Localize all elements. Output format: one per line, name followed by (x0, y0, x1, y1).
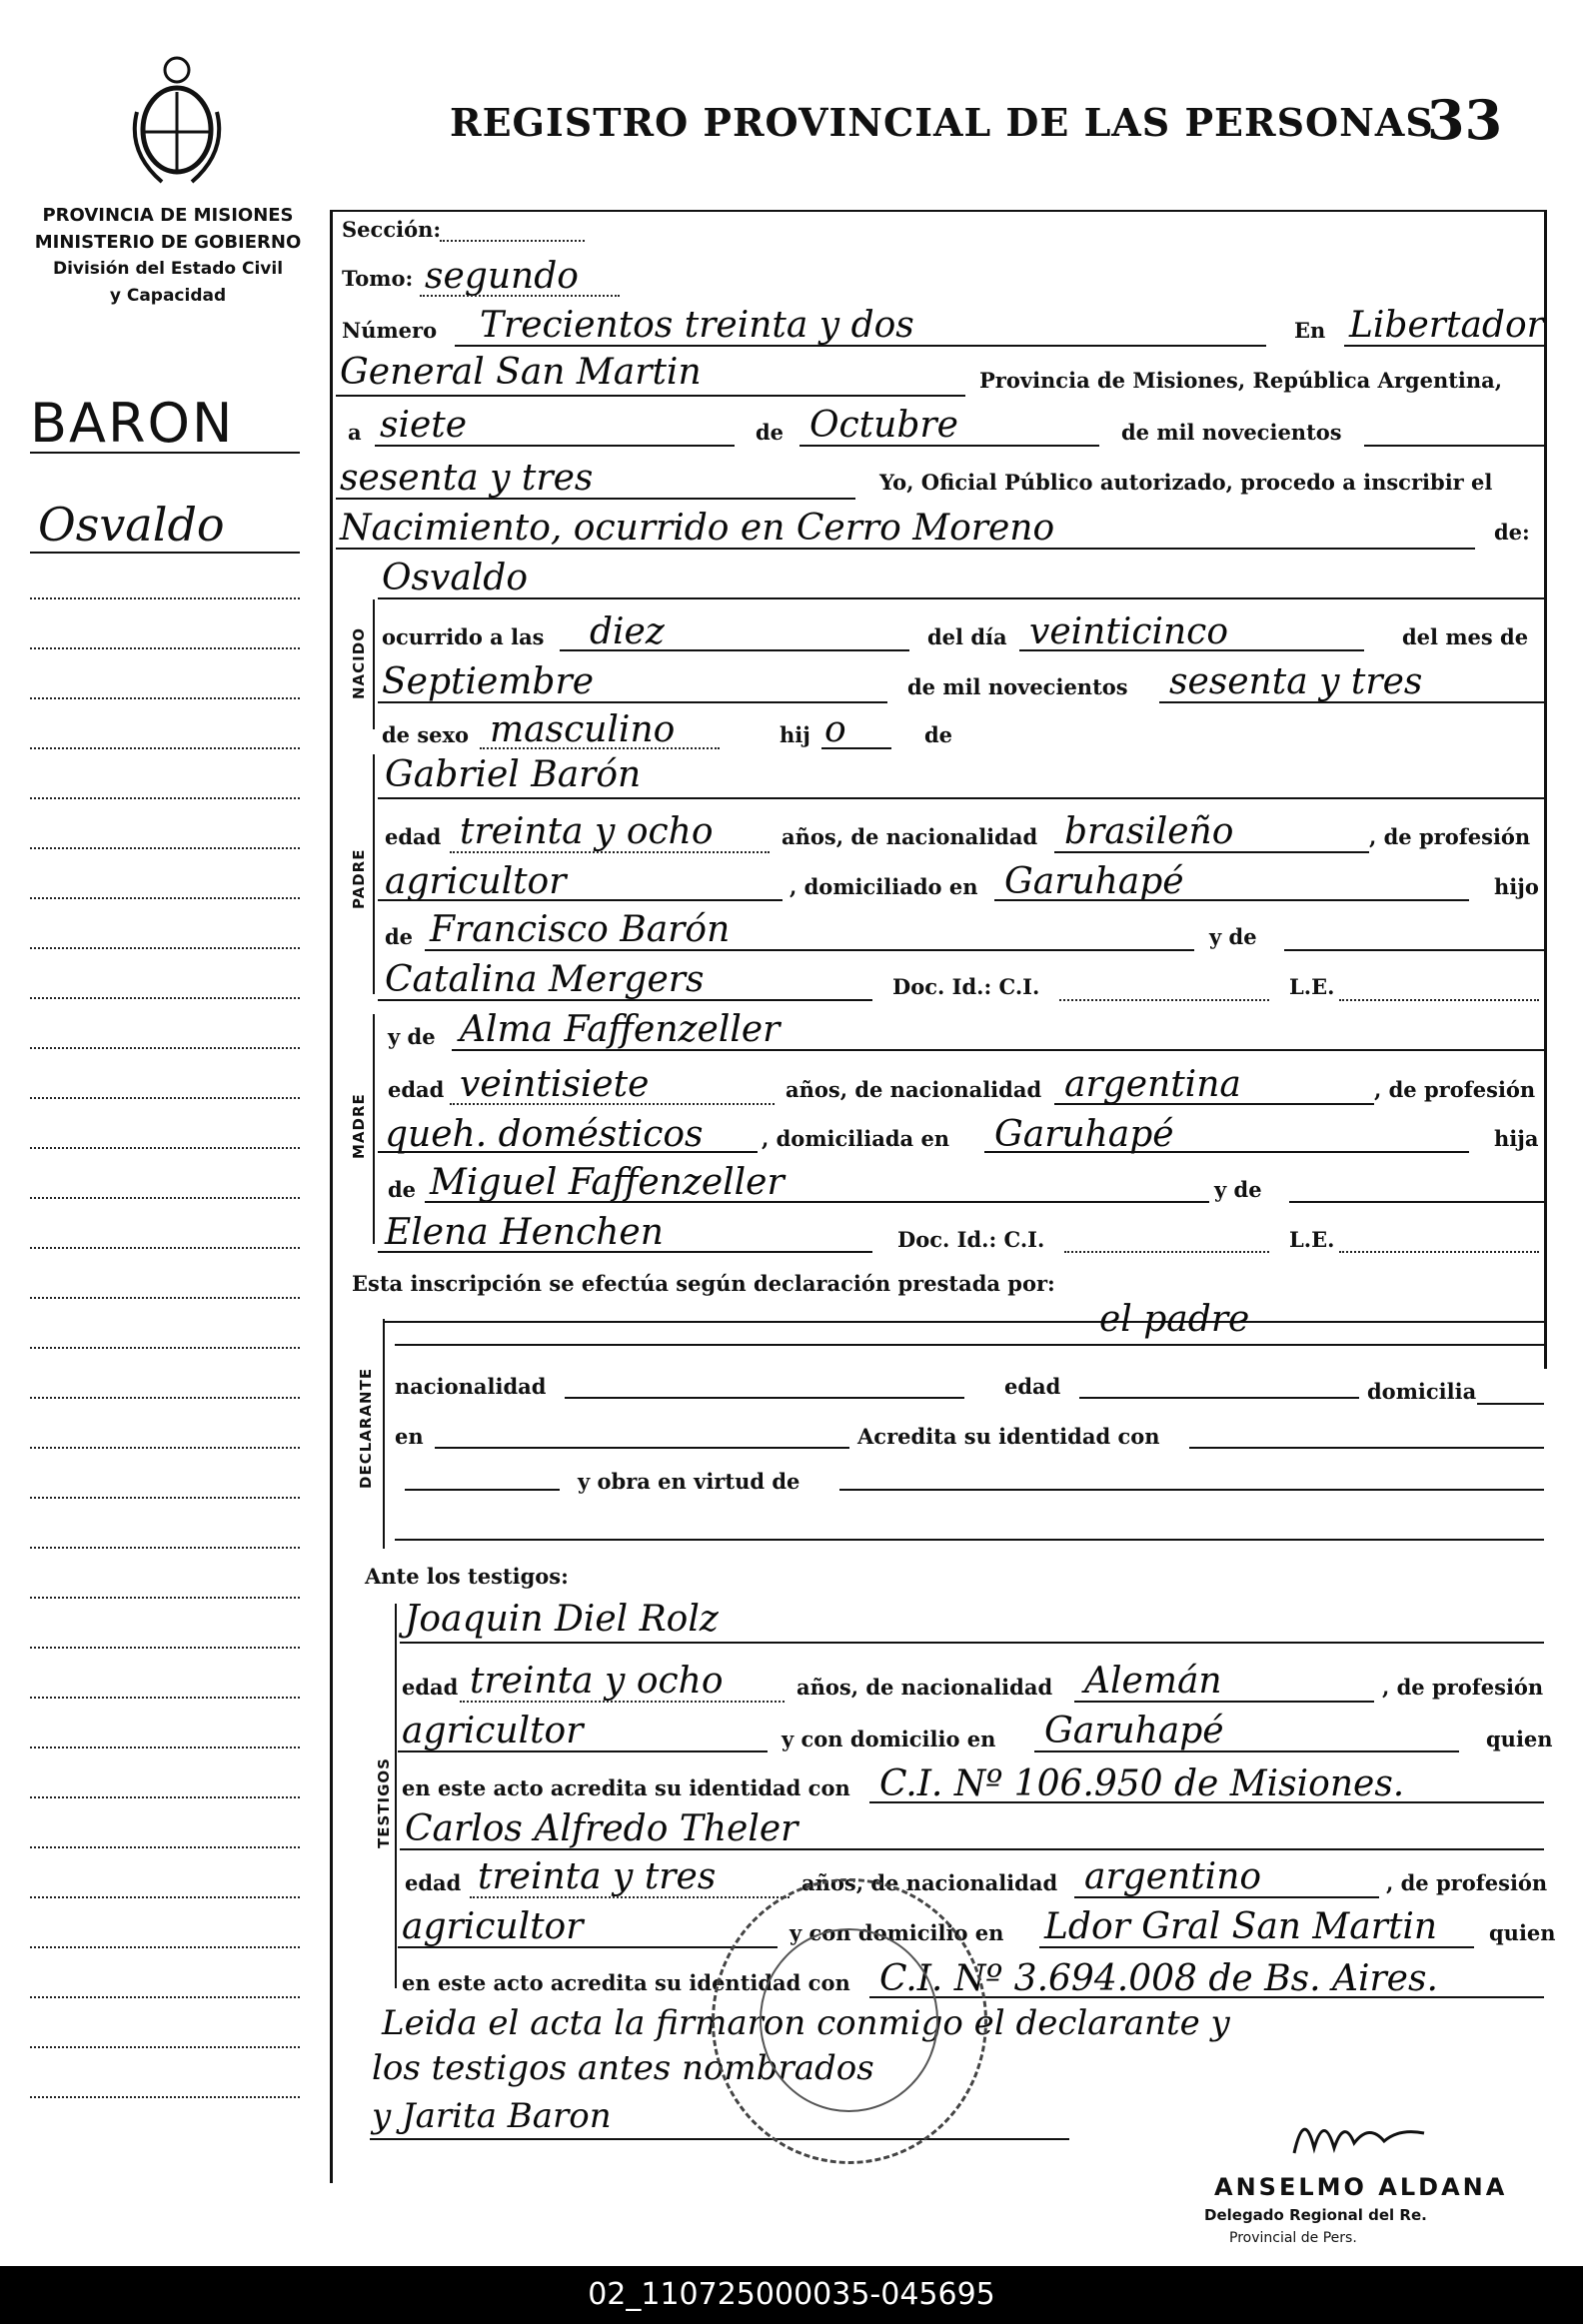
y-de-madre-label: y de (388, 1024, 436, 1049)
registry-title: REGISTRO PROVINCIAL DE LAS PERSONAS (450, 100, 1434, 145)
del-dia-label: del día (927, 624, 1007, 649)
localidad-value: Libertador (1349, 305, 1544, 346)
de-mil2-label: de mil novecientos (907, 674, 1128, 699)
document-code: 02_110725000035-045695 (588, 2277, 995, 2312)
margin-rule-line (30, 1996, 300, 1998)
en-label: En (1294, 318, 1326, 343)
margin-rule-line (30, 1047, 300, 1049)
hija-label: hija (1494, 1126, 1539, 1151)
page-number: 33 (1427, 88, 1503, 152)
office-line4: y Capacidad (109, 286, 227, 306)
margin-rule-line (30, 1497, 300, 1499)
margin-rule-line (30, 2096, 300, 2098)
tomo-value: segundo (425, 256, 579, 297)
officer-title2: Provincial de Pers. (1229, 2230, 1357, 2246)
madre-dom: Garuhapé (994, 1114, 1174, 1155)
y-de-label: y de (1209, 924, 1257, 949)
t1-dom-label: y con domicilio en (782, 1727, 996, 1751)
abuela-p: Catalina Mergers (385, 959, 705, 1000)
nota-line3: y Jarita Baron (372, 2096, 612, 2136)
padre-prof-label: , de profesión (1369, 824, 1531, 849)
obra-virtud-label: y obra en virtud de (578, 1469, 800, 1494)
yo-oficial-label: Yo, Oficial Público autorizado, procedo a inscribir el (879, 470, 1493, 495)
edad-label: edad (1004, 1374, 1061, 1399)
nombre-value: Osvaldo (382, 558, 529, 598)
t2-nombre: Carlos Alfredo Theler (405, 1808, 798, 1849)
section-label-madre: MADRE (350, 1093, 368, 1159)
de3-label: de (385, 924, 414, 949)
t2-anos-label: años, de nacionalidad (801, 1870, 1058, 1895)
officer-signature-icon (1289, 2103, 1429, 2163)
de-label: de (756, 420, 785, 445)
padre-le-label: L.E. (1289, 974, 1335, 999)
tomo-label: Tomo: (342, 266, 414, 291)
t1-doc: C.I. Nº 106.950 de Misiones. (879, 1763, 1405, 1804)
document-code-bar (0, 2266, 1583, 2324)
section-label-declarante: DECLARANTE (357, 1367, 375, 1489)
margin-rule-line (30, 797, 300, 799)
madre-prof: queh. domésticos (385, 1114, 704, 1155)
localidad2-value: General San Martin (340, 352, 702, 393)
margin-rule-line (30, 947, 300, 949)
anio-value: sesenta y tres (340, 458, 594, 499)
t1-quien-label: quien (1486, 1727, 1553, 1751)
section-label-testigos: TESTIGOS (375, 1757, 393, 1848)
margin-rule-line (30, 1697, 300, 1699)
padre-dom: Garuhapé (1004, 861, 1184, 902)
t2-edad: treinta y tres (478, 1856, 717, 1897)
margin-rule-line (30, 1796, 300, 1798)
madre-edad: veintisiete (460, 1064, 650, 1105)
padre-dom-label: , domiciliado en (790, 874, 978, 899)
madre-edad-label: edad (388, 1077, 445, 1102)
madre-dom-label: , domiciliada en (762, 1126, 950, 1151)
margin-rule-line (30, 1846, 300, 1848)
a-label: a (348, 420, 362, 445)
mes-value: Octubre (809, 405, 958, 446)
t1-prof-label: , de profesión (1382, 1675, 1544, 1700)
margin-rule-line (30, 1896, 300, 1898)
t2-acredita-label: en este acto acredita su identidad con (402, 1970, 850, 1995)
section-label-nacido: NACIDO (350, 627, 368, 699)
t2-doc: C.I. Nº 3.694.008 de Bs. Aires. (879, 1958, 1438, 1999)
coat-of-arms-icon (122, 52, 232, 192)
margin-rule-line (30, 1147, 300, 1149)
margin-rule-line (30, 847, 300, 849)
numero-value: Trecientos treinta y dos (480, 305, 914, 346)
margin-rule-line (30, 897, 300, 899)
officer-name: ANSELMO ALDANA (1214, 2173, 1508, 2201)
seccion-label: Sección: (342, 217, 442, 242)
margin-rule-line (30, 1547, 300, 1549)
margin-rule-line (30, 1946, 300, 1948)
padre-anos-label: años, de nacionalidad (782, 824, 1038, 849)
padre-nac: brasileño (1064, 811, 1234, 852)
domicilia-label: domicilia (1367, 1379, 1477, 1404)
testigos-label: Ante los testigos: (365, 1564, 569, 1589)
padre-nombre: Gabriel Barón (385, 754, 642, 795)
madre-doc-label: Doc. Id.: C.I. (897, 1227, 1045, 1252)
padre-edad: treinta y ocho (460, 811, 714, 852)
acredita-label: Acredita su identidad con (857, 1424, 1160, 1449)
dia-nac-value: veinticinco (1029, 611, 1229, 652)
declarante-value: el padre (1099, 1299, 1250, 1340)
de-mil-label: de mil novecientos (1121, 420, 1342, 445)
t1-dom: Garuhapé (1044, 1711, 1224, 1751)
padre-prof: agricultor (385, 861, 567, 902)
t1-edad: treinta y ocho (470, 1661, 724, 1702)
nota-line1: Leida el acta la firmaron conmigo el declarante y (382, 2003, 1230, 2043)
margin-rule-line (30, 997, 300, 999)
inscripcion-label: Esta inscripción se efectúa según declaración prestada por: (352, 1271, 1055, 1296)
office-line1: PROVINCIA DE MISIONES (42, 205, 294, 226)
abuelo-p: Francisco Barón (430, 909, 731, 950)
margin-rule-line (30, 1247, 300, 1249)
dia-value: siete (380, 405, 468, 446)
anio-nac-value: sesenta y tres (1169, 661, 1423, 702)
margin-rule-line (30, 1447, 300, 1449)
hecho-value: Nacimiento, ocurrido en Cerro Moreno (340, 508, 1055, 549)
official-stamp-inner (760, 1928, 938, 2112)
madre-le-label: L.E. (1289, 1227, 1335, 1252)
margin-rule-line (30, 1597, 300, 1599)
t1-anos-label: años, de nacionalidad (796, 1675, 1053, 1700)
t2-dom: Ldor Gral San Martin (1044, 1906, 1438, 1947)
hij-suffix: o (824, 709, 846, 750)
numero-label: Número (342, 318, 438, 343)
office-line3: División del Estado Civil (52, 259, 284, 279)
margin-rule-line (30, 647, 300, 649)
margin-rule-line (30, 1197, 300, 1199)
madre-nombre: Alma Faffenzeller (460, 1009, 781, 1050)
margin-rule-line (30, 2046, 300, 2048)
office-line2: MINISTERIO DE GOBIERNO (34, 232, 302, 253)
t1-prof: agricultor (402, 1711, 584, 1751)
abuela-m: Elena Henchen (385, 1212, 664, 1253)
t1-nac: Alemán (1084, 1661, 1222, 1702)
madre-y-de-label: y de (1214, 1177, 1262, 1202)
t1-edad-label: edad (402, 1675, 459, 1700)
madre-nac: argentina (1064, 1064, 1241, 1105)
abuelo-m: Miguel Faffenzeller (430, 1162, 785, 1203)
hora-value: diez (590, 611, 665, 652)
margin-surname: BARON (30, 392, 235, 455)
margin-rule-line (30, 1647, 300, 1649)
margin-rule-line (30, 1746, 300, 1748)
officer-title1: Delegado Regional del Re. (1204, 2206, 1427, 2224)
margin-rule-line (30, 1347, 300, 1349)
madre-de-label: de (388, 1177, 417, 1202)
margin-rule-line (30, 1297, 300, 1299)
t2-edad-label: edad (405, 1870, 462, 1895)
t2-nac: argentino (1084, 1856, 1262, 1897)
madre-prof-label: , de profesión (1374, 1077, 1536, 1102)
hijo-label: hijo (1494, 874, 1539, 899)
hij-label: hij (780, 722, 810, 747)
ocurrido-label: ocurrido a las (382, 624, 545, 649)
margin-rule-line (30, 747, 300, 749)
t2-prof: agricultor (402, 1906, 584, 1947)
t2-dom-label: y con domicilio en (790, 1920, 1004, 1945)
t2-prof-label: , de profesión (1386, 1870, 1548, 1895)
office-header (18, 202, 318, 310)
sexo-value: masculino (490, 709, 676, 750)
del-mes-label: del mes de (1402, 624, 1529, 649)
de-sexo-label: de sexo (382, 722, 470, 747)
nacionalidad-label: nacionalidad (395, 1374, 547, 1399)
padre-edad-label: edad (385, 824, 442, 849)
margin-rule-line (30, 697, 300, 699)
de-colon-label: de: (1494, 520, 1530, 545)
de2-label: de (924, 722, 953, 747)
padre-doc-label: Doc. Id.: C.I. (892, 974, 1040, 999)
t1-acredita-label: en este acto acredita su identidad con (402, 1775, 850, 1800)
margin-rule-line (30, 1397, 300, 1399)
nota-line2: los testigos antes nombrados (372, 2048, 874, 2088)
madre-anos-label: años, de nacionalidad (786, 1077, 1042, 1102)
margin-rule-line (30, 597, 300, 599)
en2-label: en (395, 1424, 424, 1449)
margin-given-name: Osvaldo (38, 498, 225, 552)
mes-nac-value: Septiembre (382, 661, 594, 702)
section-label-padre: PADRE (350, 848, 368, 909)
provincia-label: Provincia de Misiones, República Argentina, (979, 368, 1503, 393)
margin-rule-line (30, 1097, 300, 1099)
t1-nombre: Joaquin Diel Rolz (405, 1599, 719, 1640)
t2-quien-label: quien (1489, 1920, 1556, 1945)
